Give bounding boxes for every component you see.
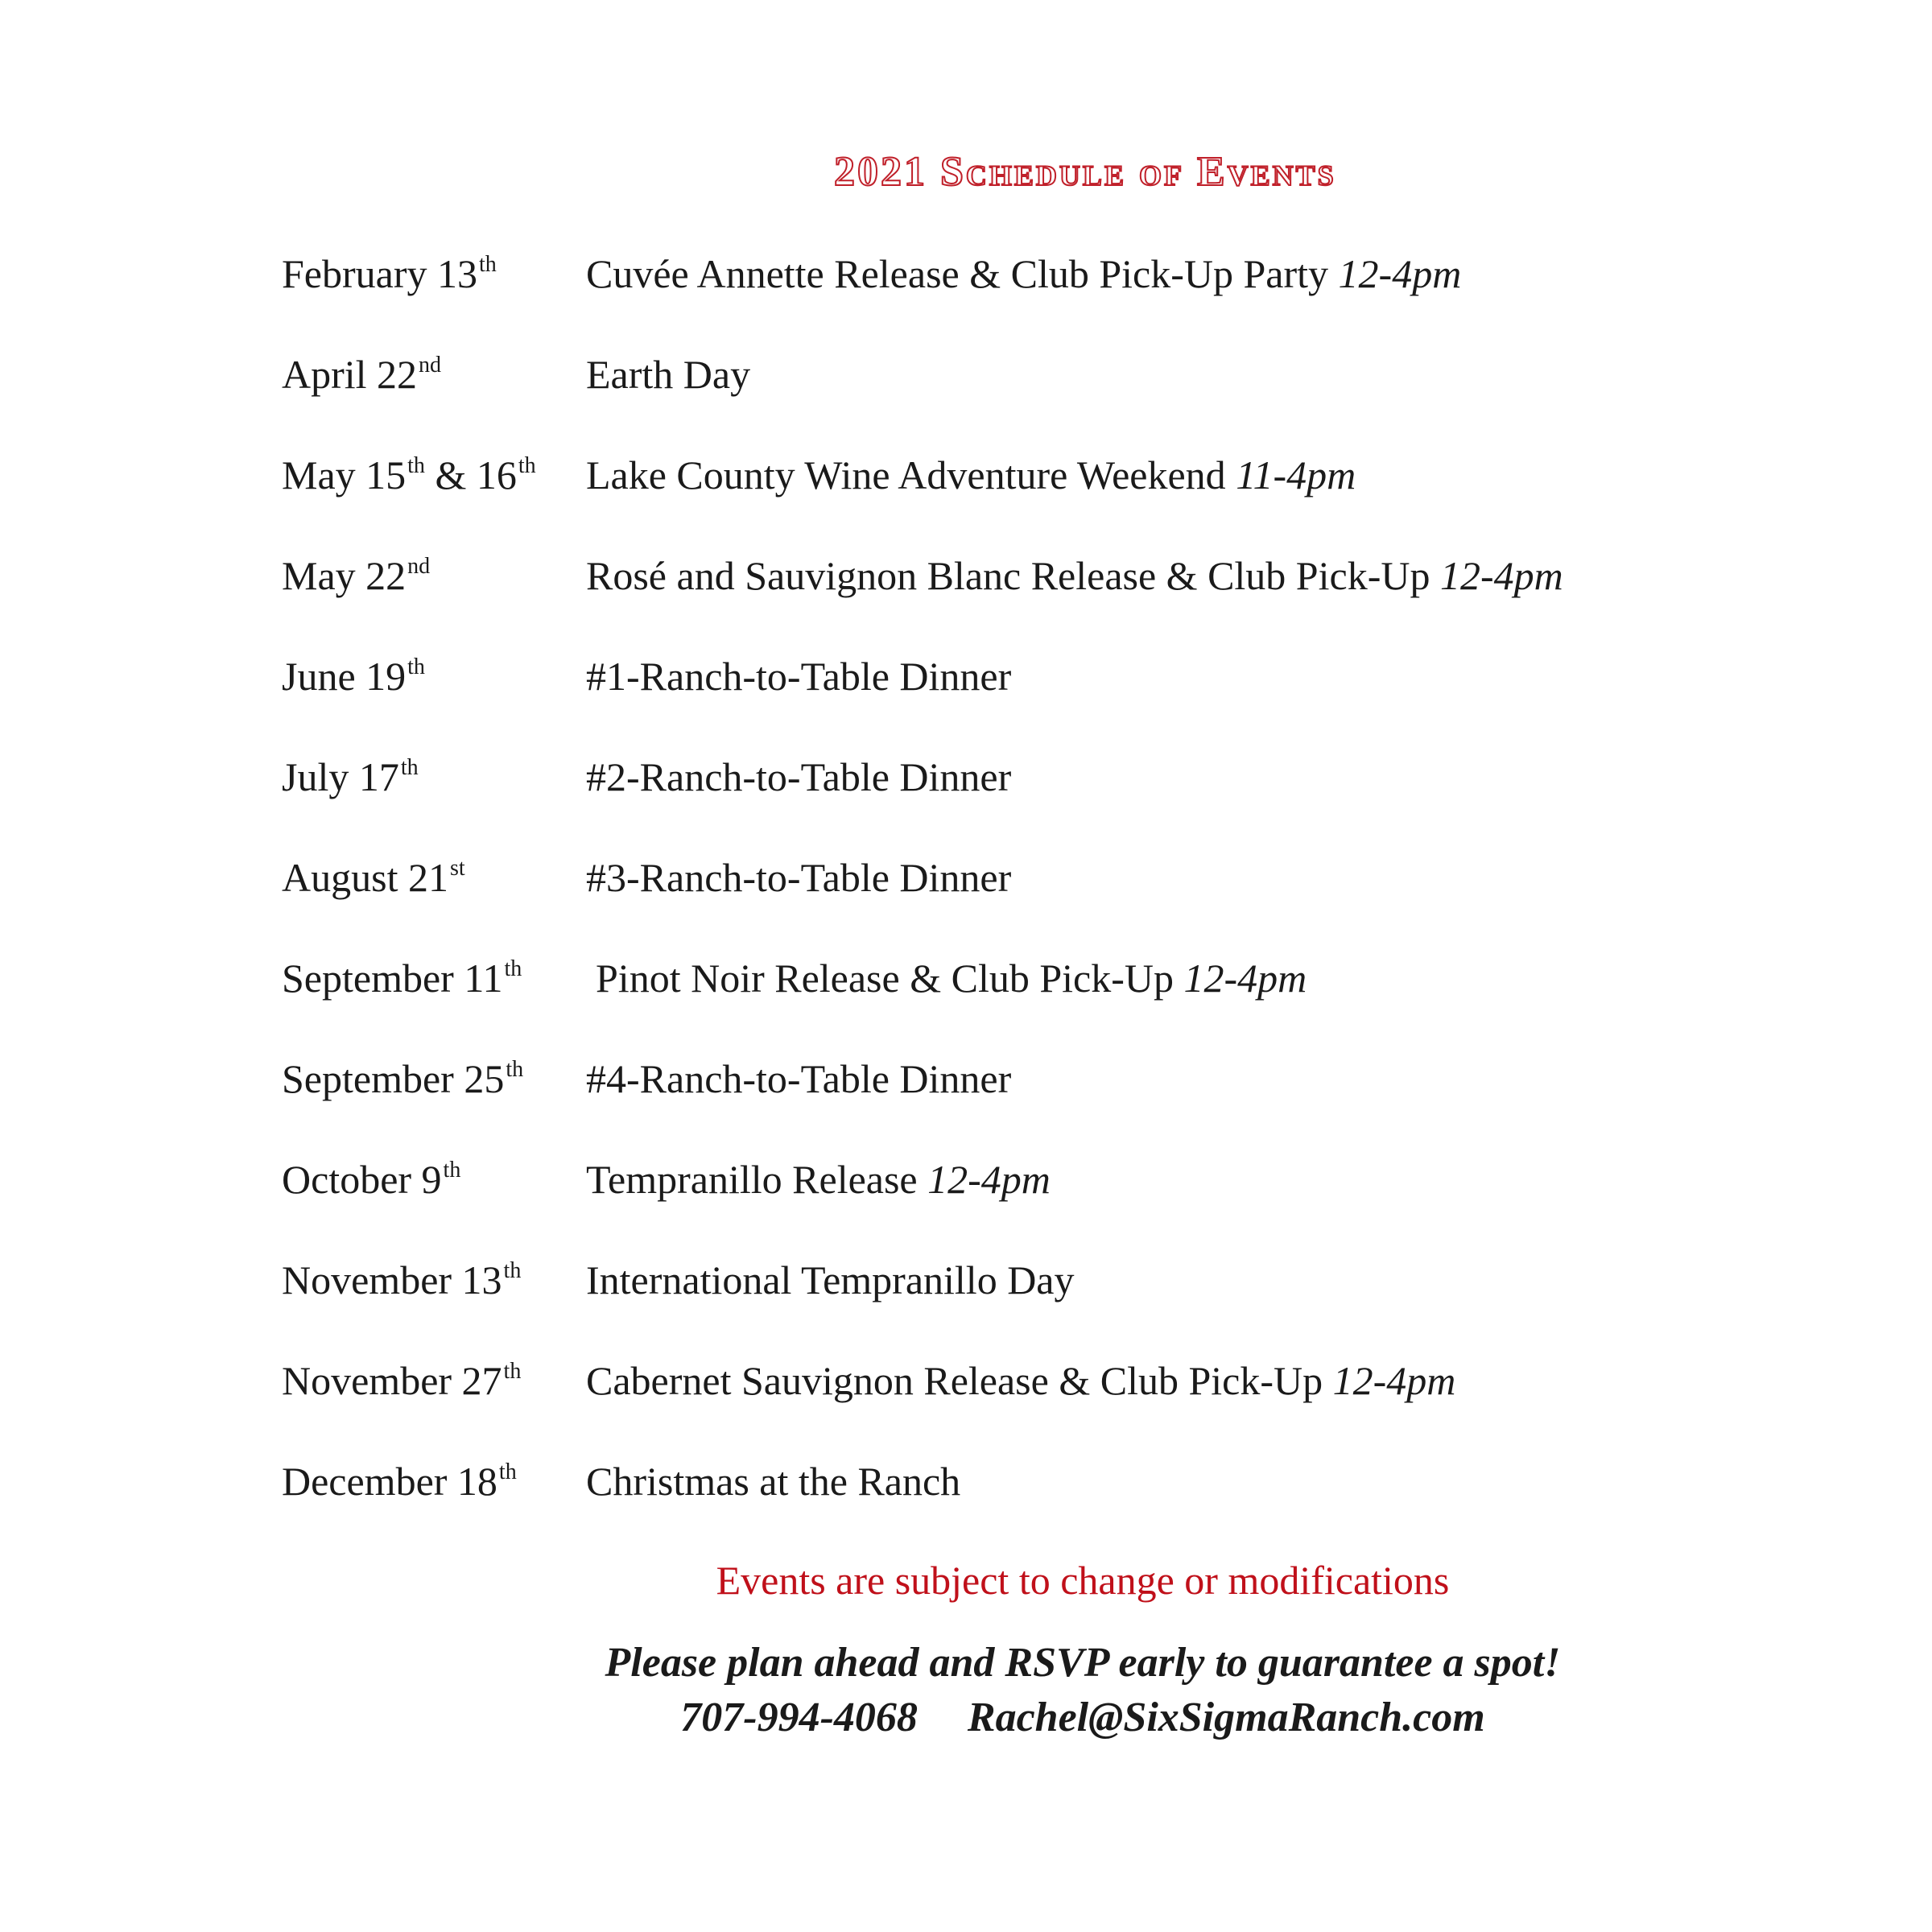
date-suffix: th <box>407 654 425 679</box>
event-date-text: July 17 <box>282 754 399 799</box>
event-date <box>282 1248 521 1319</box>
event-description <box>586 1147 1051 1212</box>
event-date <box>282 745 419 816</box>
date-suffix: th <box>443 1158 461 1183</box>
event-description <box>586 1449 960 1513</box>
event-title: Tempranillo Release <box>586 1157 918 1202</box>
event-date-text: October 9 <box>282 1157 442 1202</box>
event-date-text: November 27 <box>282 1358 502 1403</box>
event-description <box>586 1348 1455 1413</box>
event-time: 11-4pm <box>1236 452 1356 497</box>
event-row <box>282 543 1811 608</box>
date-suffix: nd <box>407 554 431 579</box>
event-title: #1-Ranch-to-Table Dinner <box>586 654 1012 699</box>
event-title: Cabernet Sauvignon Release & Club Pick-Up <box>586 1358 1323 1403</box>
event-title: #2-Ranch-to-Table Dinner <box>586 754 1012 799</box>
event-description <box>586 543 1563 608</box>
date-suffix: nd <box>419 353 442 378</box>
event-title: Pinot Noir Release & Club Pick-Up <box>596 956 1174 1001</box>
event-date <box>282 1348 521 1420</box>
event-date <box>282 1449 517 1521</box>
event-date-text: August 21 <box>282 855 448 900</box>
event-date <box>282 443 536 514</box>
event-title: #4-Ranch-to-Table Dinner <box>586 1056 1012 1101</box>
event-date <box>282 1147 460 1219</box>
event-date <box>282 1046 523 1118</box>
date-suffix: th <box>503 1359 522 1384</box>
event-row <box>282 644 1811 708</box>
event-description <box>586 242 1461 306</box>
email-address[interactable]: Rachel@SixSigmaRanch.com <box>967 1695 1485 1740</box>
event-date <box>282 543 430 615</box>
event-title: Earth Day <box>586 352 751 397</box>
page-title: 2021 Schedule of Events <box>834 149 1336 195</box>
date-suffix: th <box>498 1459 517 1484</box>
date-suffix: st <box>449 856 465 881</box>
rsvp-message: Please plan ahead and RSVP early to guarantee a spot! <box>605 1640 1561 1686</box>
event-row <box>282 845 1811 910</box>
event-time: 12-4pm <box>1338 251 1462 296</box>
event-date-extra: & 16 <box>424 452 517 497</box>
event-date-text: November 13 <box>282 1257 502 1302</box>
event-date-text: September 25 <box>282 1056 505 1101</box>
event-row <box>282 242 1811 306</box>
event-time: 12-4pm <box>927 1157 1051 1202</box>
event-description <box>586 845 1011 910</box>
event-row <box>282 1449 1811 1513</box>
event-date <box>282 342 441 414</box>
event-description <box>586 644 1011 708</box>
event-date <box>282 946 522 1018</box>
event-description <box>586 443 1356 507</box>
event-row <box>282 342 1811 407</box>
event-title: Cuvée Annette Release & Club Pick-Up Party <box>586 251 1329 296</box>
event-title: Christmas at the Ranch <box>586 1459 961 1504</box>
event-date <box>282 644 425 716</box>
date-suffix: th <box>479 252 497 277</box>
event-date-text: May 15 <box>282 452 407 497</box>
event-date-text: April 22 <box>282 352 418 397</box>
event-description <box>586 745 1011 809</box>
event-date-text: June 19 <box>282 654 407 699</box>
event-title: Rosé and Sauvignon Blanc Release & Club Pick-Up <box>586 553 1430 598</box>
date-suffix: th <box>400 755 419 780</box>
event-row <box>282 946 1811 1010</box>
date-suffix: th <box>504 956 522 981</box>
event-title: Lake County Wine Adventure Weekend <box>586 452 1226 497</box>
event-description <box>596 946 1307 1010</box>
event-description <box>586 1248 1075 1312</box>
event-date-text: May 22 <box>282 553 407 598</box>
event-date <box>282 242 497 313</box>
change-notice: Events are subject to change or modifications <box>716 1558 1450 1603</box>
event-row <box>282 1248 1811 1312</box>
event-row <box>282 745 1811 809</box>
event-row <box>282 1046 1811 1111</box>
event-time: 12-4pm <box>1183 956 1307 1001</box>
date-suffix: th <box>506 1057 524 1082</box>
event-description <box>586 1046 1011 1111</box>
date-suffix: th <box>518 453 536 478</box>
event-row <box>282 1348 1811 1413</box>
event-date <box>282 845 465 917</box>
event-time: 12-4pm <box>1439 553 1563 598</box>
event-time: 12-4pm <box>1332 1358 1456 1403</box>
event-row <box>282 1147 1811 1212</box>
event-row <box>282 443 1811 507</box>
event-date-text: February 13 <box>282 251 477 296</box>
date-suffix: th <box>407 453 425 478</box>
event-date-text: December 18 <box>282 1459 497 1504</box>
event-description <box>586 342 750 407</box>
event-title: #3-Ranch-to-Table Dinner <box>586 855 1012 900</box>
event-date-text: September 11 <box>282 956 503 1001</box>
contact-info <box>0 1694 1932 1741</box>
event-title: International Tempranillo Day <box>586 1257 1075 1302</box>
date-suffix: th <box>503 1258 522 1283</box>
phone-number[interactable]: 707-994-4068 <box>680 1695 918 1740</box>
